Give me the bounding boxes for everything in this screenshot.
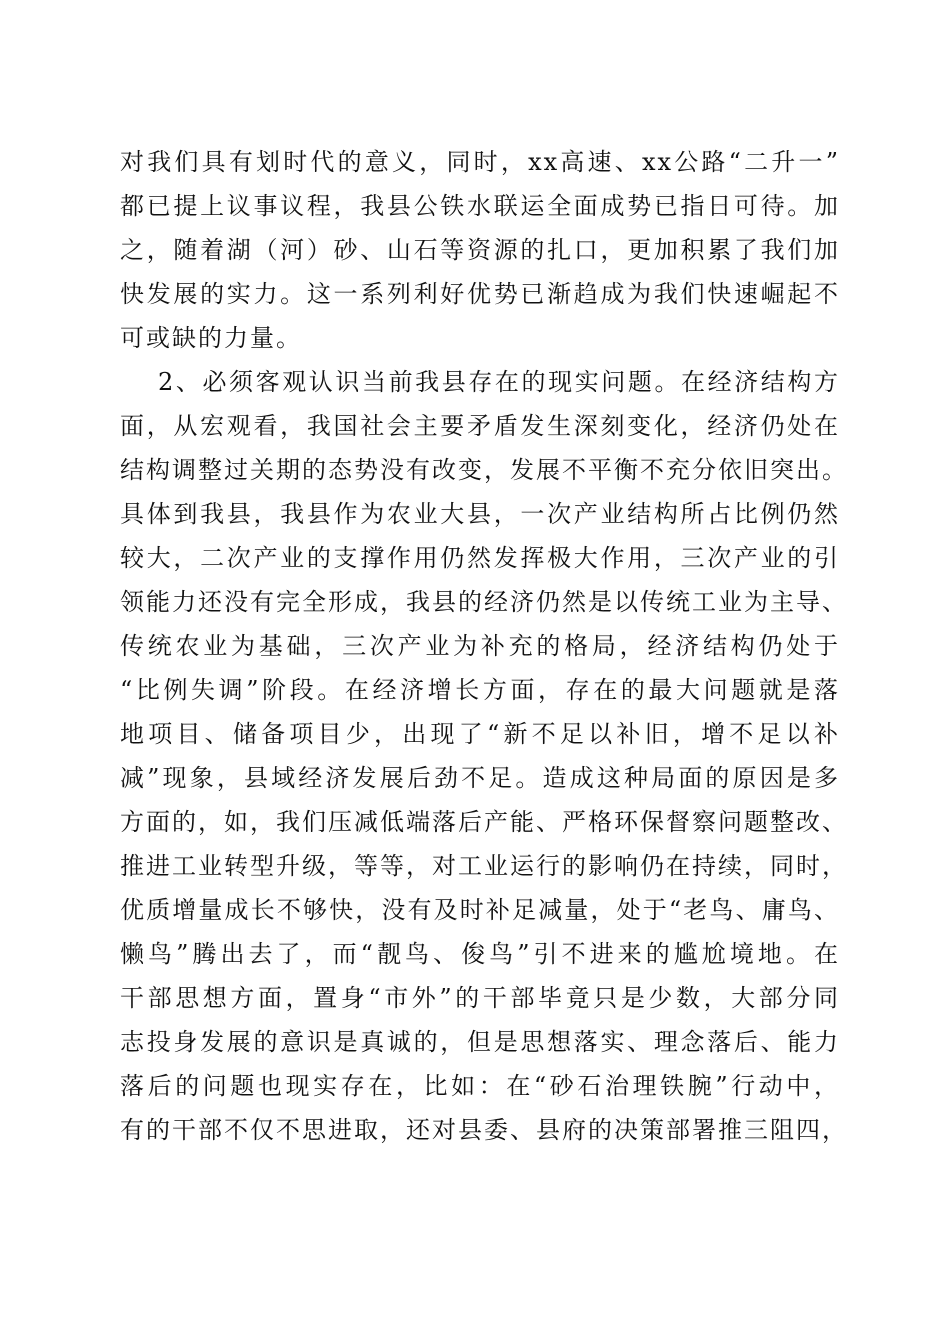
text-line: 地项目、储备项目少，出现了“新不足以补旧，增不足以补 [120,720,840,748]
text-line: 推进工业转型升级，等等，对工业运行的影响仍在持续，同时， [120,852,848,880]
text-line: 具体到我县，我县作为农业大县，一次产业结构所占比例仍然 [120,500,840,528]
body-text [120,140,848,1152]
text-line: 懒鸟”腾出去了，而“靓鸟、俊鸟”引不进来的尴尬境地。在 [120,940,840,968]
text-line: 有的干部不仅不思进取，还对县委、县府的决策部署推三阻四， [120,1116,848,1144]
text-line: 都已提上议事议程，我县公铁水联运全面成势已指日可待。加 [120,192,840,220]
text-line: 优质增量成长不够快，没有及时补足减量，处于“老鸟、庸鸟、 [120,896,840,924]
text-line: 减”现象，县域经济发展后劲不足。造成这种局面的原因是多 [120,764,840,792]
text-line: 快发展的实力。这一系列利好优势已渐趋成为我们快速崛起不 [120,280,840,308]
text-line: “比例失调”阶段。在经济增长方面，存在的最大问题就是落 [120,676,840,704]
text-line: 方面的，如，我们压减低端落后产能、严格环保督察问题整改、 [120,808,848,836]
text-line: 之，随着湖（河）砂、山石等资源的扎口，更加积累了我们加 [120,236,840,264]
text-line: 较大，二次产业的支撑作用仍然发挥极大作用，三次产业的引 [120,544,840,572]
text-line: 结构调整过关期的态势没有改变，发展不平衡不充分依旧突出。 [120,456,848,484]
paragraph-heading-line: 2、必须客观认识当前我县存在的现实问题。在经济结构方 [158,368,840,396]
text-line: 可或缺的力量。 [120,324,302,352]
text-line: 志投身发展的意识是真诚的，但是思想落实、理念落后、能力 [120,1028,840,1056]
text-line: 对我们具有划时代的意义，同时，xx高速、xx公路“二升一” [120,148,840,176]
text-line: 干部思想方面，置身“市外”的干部毕竟只是少数，大部分同 [120,984,840,1012]
text-line: 面，从宏观看，我国社会主要矛盾发生深刻变化，经济仍处在 [120,412,840,440]
text-line: 领能力还没有完全形成，我县的经济仍然是以传统工业为主导、 [120,588,848,616]
text-line: 落后的问题也现实存在，比如：在“砂石治理铁腕”行动中， [120,1072,840,1100]
text-line: 传统农业为基础，三次产业为补充的格局，经济结构仍处于 [120,632,840,660]
